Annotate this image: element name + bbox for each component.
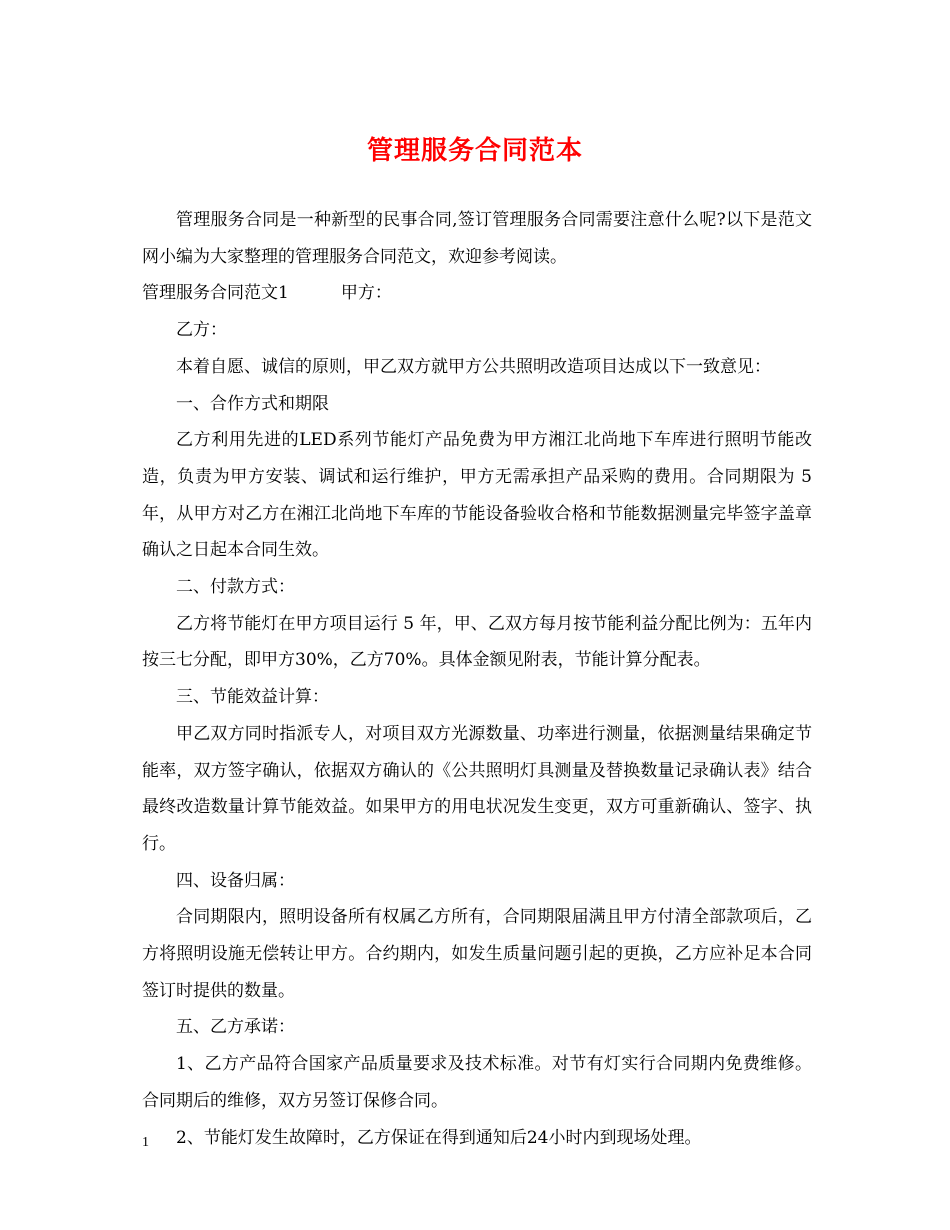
commitment-item-1: 1、乙方产品符合国家产品质量要求及技术标准。对节有灯实行合同期内免费维修。合同期后的维修，双方另签订保修合同。 — [142, 1054, 812, 1111]
intro-paragraph: 管理服务合同是一种新型的民事合同,签订管理服务合同需要注意什么呢?以下是范文网小编为大家整理的管理服务合同范文，欢迎参考阅读。 — [142, 210, 812, 267]
page-number: 1 — [142, 1135, 149, 1150]
section-heading-4: 四、设备归属： — [176, 870, 295, 891]
section-heading-2: 二、付款方式： — [176, 577, 295, 598]
document-body — [142, 202, 812, 1156]
section-paragraph-3: 甲乙双方同时指派专人，对项目双方光源数量、功率进行测量，依据测量结果确定节能率，双方签字确认，依据双方确认的《公共照明灯具测量及替换数量记录确认表》结合最终改造数量计算节能效益。如果甲方的用电状况发生变更，双方可重新确认、签字、执行。 — [142, 723, 812, 854]
commitment-item-2: 2、节能灯发生故障时，乙方保证在得到通知后24小时内到现场处理。 — [176, 1127, 702, 1148]
sample-heading: 管理服务合同范文1 — [142, 283, 289, 304]
party-b-label: 乙方： — [176, 320, 227, 341]
section-paragraph-2: 乙方将节能灯在甲方项目运行 5 年，甲、乙双方每月按节能利益分配比例为：五年内按三七分配，即甲方30%，乙方70%。具体金额见附表，节能计算分配表。 — [142, 613, 812, 671]
section-heading-5: 五、乙方承诺： — [176, 1017, 295, 1038]
principle-paragraph: 本着自愿、诚信的原则，甲乙双方就甲方公共照明改造项目达成以下一致意见： — [176, 356, 771, 377]
section-paragraph-4: 合同期限内，照明设备所有权属乙方所有，合同期限届满且甲方付清全部款项后，乙方将照明设施无偿转让甲方。合约期内，如发生质量问题引起的更换，乙方应补足本合同签订时提供的数量。 — [142, 907, 812, 1001]
party-a-label: 甲方： — [340, 283, 392, 304]
section-heading-3: 三、节能效益计算： — [176, 687, 329, 708]
sample-heading-line — [142, 275, 812, 312]
section-paragraph-1: 乙方利用先进的LED系列节能灯产品免费为甲方湘江北尚地下车库进行照明节能改造，负责为甲方安装、调试和运行维护，甲方无需承担产品采购的费用。合同期限为 5 年，从甲方对乙方在湘江北尚地下车库的节能设备验收合格和节能数据测量完毕签字盖章确认之日起本合同生效。 — [142, 430, 812, 561]
document-title: 管理服务合同范本 — [366, 136, 583, 166]
section-heading-1: 一、合作方式和期限 — [176, 393, 329, 414]
